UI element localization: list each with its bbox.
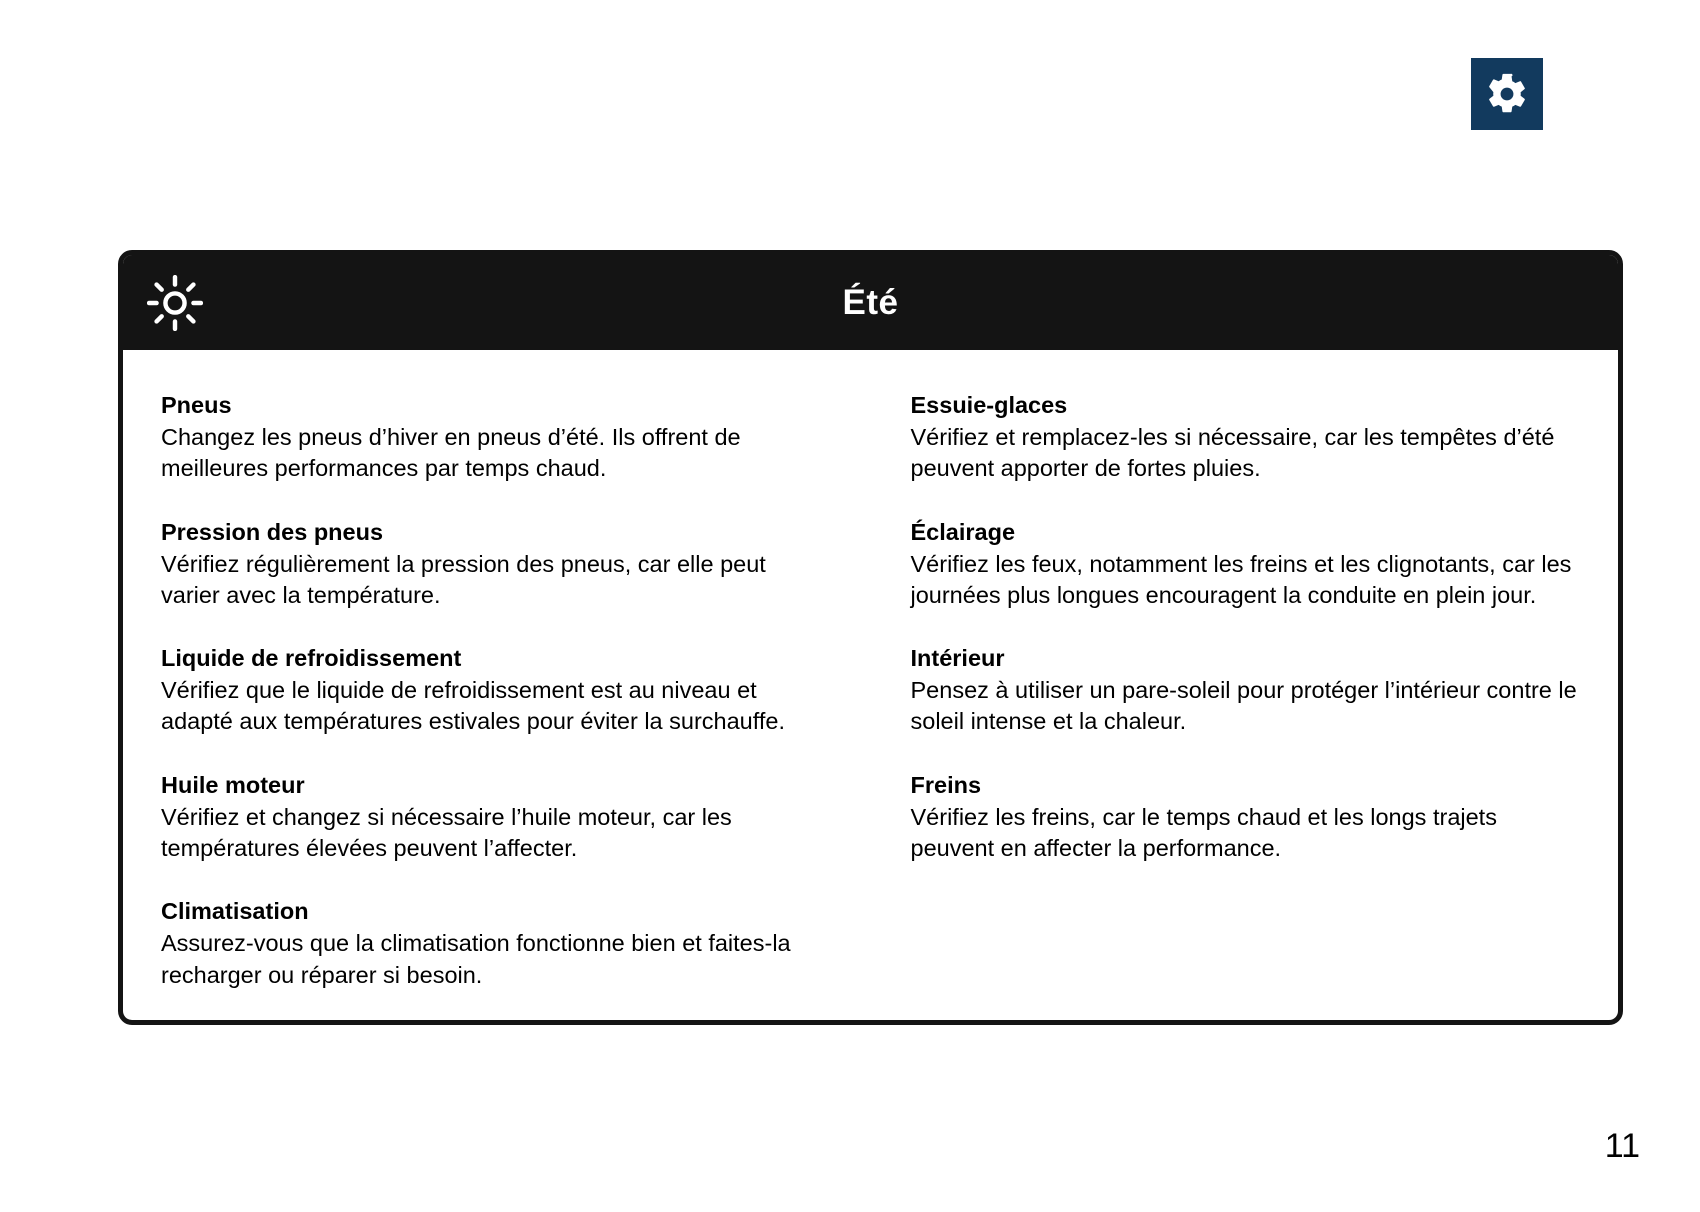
list-item: [911, 390, 1581, 485]
entry-text: Assurez-vous que la climatisation fonctionne bien et faites-la recharger ou réparer si besoin.: [161, 930, 791, 988]
entry-title: Liquide de refroidissement: [161, 645, 462, 672]
entry-text: Vérifiez les feux, notamment les freins et les clignotants, car les journées plus longues encouragent la conduite en plein jour.: [910, 550, 1572, 608]
gear-icon: [1485, 72, 1529, 116]
entry-text: Vérifiez et changez si nécessaire l’huile moteur, car les températures élevées peuvent l’affecter.: [161, 803, 732, 862]
entry-title: Essuie-glaces: [910, 392, 1068, 418]
card-header: [123, 255, 1618, 350]
entry-text: Vérifiez que le liquide de refroidissement est au niveau et adapté aux températures estivales pour éviter la surchauffe.: [161, 677, 785, 735]
page-number: 11: [1604, 1127, 1640, 1165]
entry-text: Pensez à utiliser un pare-soleil pour protéger l’intérieur contre le soleil intense et la chaleur.: [910, 677, 1577, 735]
list-item: [911, 770, 1581, 865]
entry-title: Intérieur: [910, 645, 1005, 672]
entry-text: Vérifiez et remplacez-les si nécessaire, car les tempêtes d’été peuvent apporter de fortes pluies.: [910, 424, 1555, 482]
entry-text: Vérifiez régulièrement la pression des pneus, car elle peut varier avec la température.: [161, 550, 766, 608]
left-column: [161, 390, 871, 990]
entry-title: Huile moteur: [161, 771, 305, 798]
entry-text: Vérifiez les freins, car le temps chaud et les longs trajets peuvent en affecter la performance.: [910, 803, 1497, 862]
list-item: [161, 643, 826, 738]
entry-title: Pneus: [161, 392, 232, 418]
settings-badge[interactable]: [1471, 58, 1543, 130]
list-item: [911, 643, 1581, 738]
entry-title: Freins: [910, 771, 982, 798]
card-body: [123, 350, 1618, 1020]
card-title: Été: [842, 282, 899, 322]
list-item: [161, 896, 826, 991]
list-item: [161, 770, 826, 865]
list-item: [161, 517, 826, 612]
entry-title: Pression des pneus: [161, 518, 384, 545]
sun-icon: [145, 273, 205, 333]
season-card: [118, 250, 1623, 1025]
entry-title: Climatisation: [161, 898, 309, 925]
entry-text: Changez les pneus d’hiver en pneus d’été. Ils offrent de meilleures performances par temps chaud.: [161, 424, 741, 482]
list-item: [161, 390, 826, 485]
list-item: [911, 517, 1581, 612]
entry-title: Éclairage: [910, 518, 1016, 545]
right-column: [871, 390, 1581, 990]
